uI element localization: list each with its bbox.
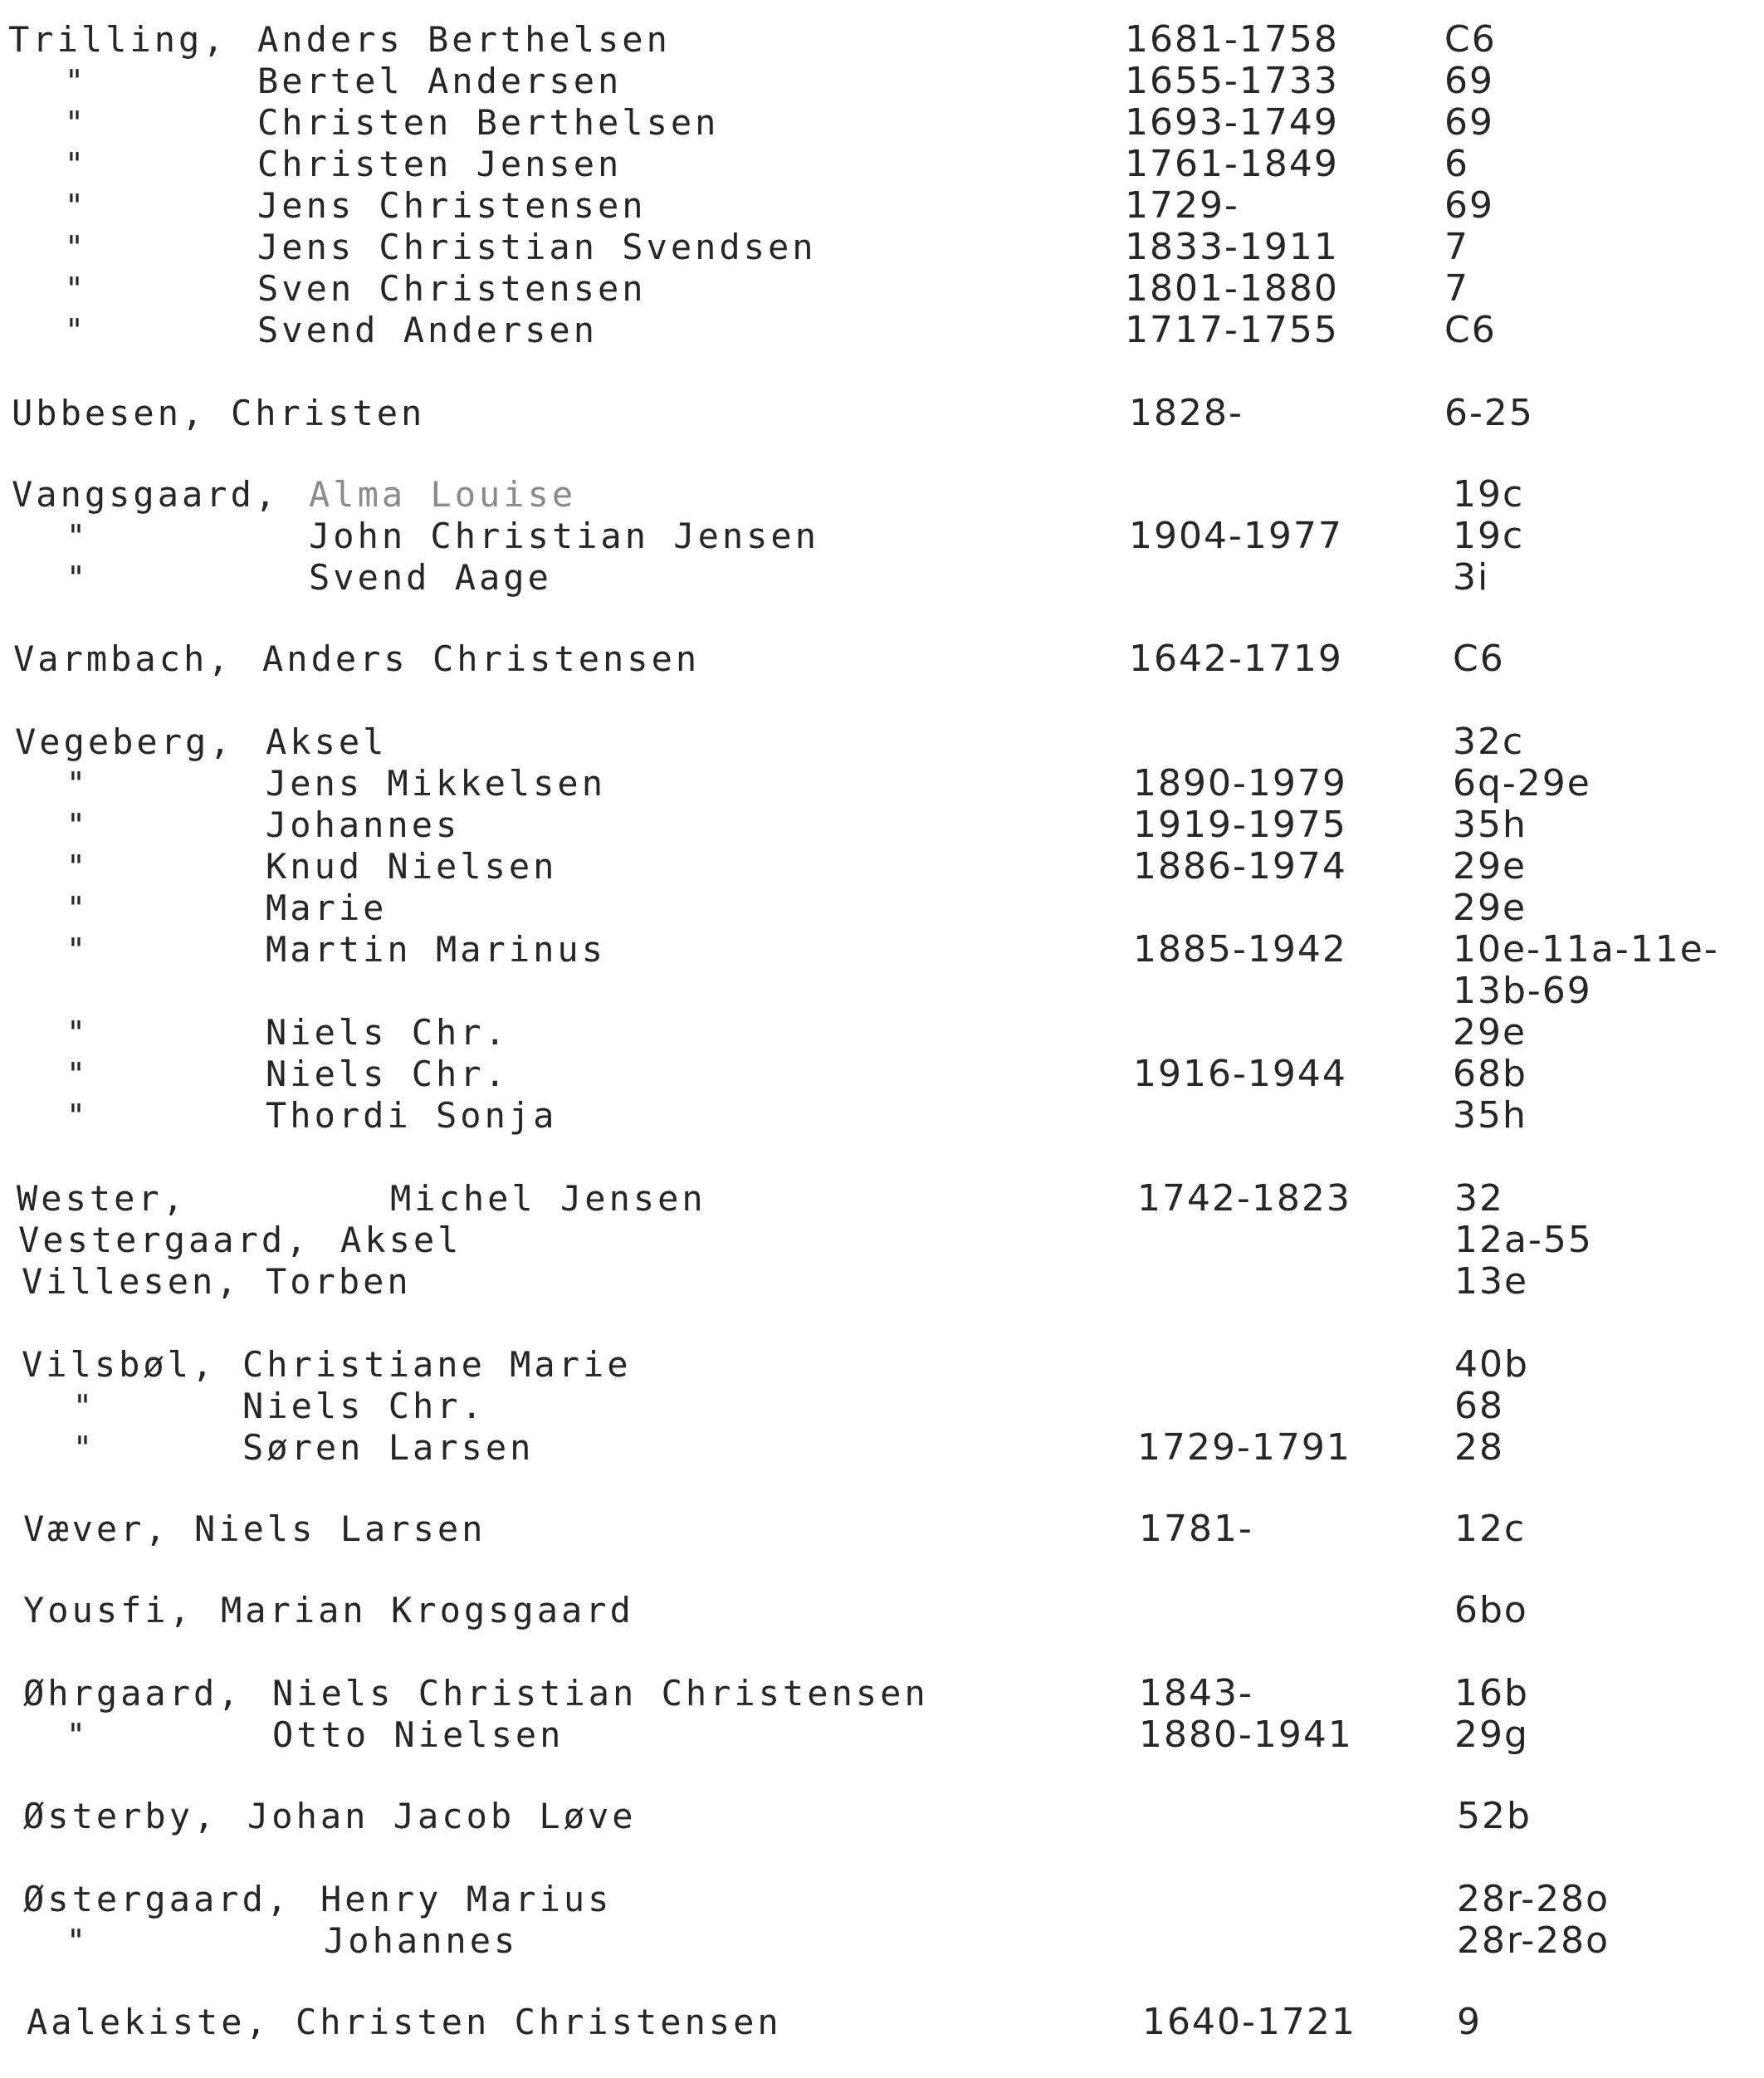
entry-given-names: Niels Chr. — [266, 1012, 509, 1053]
ditto-mark: " — [66, 807, 89, 843]
entry-reference: 52b — [1457, 1795, 1532, 1837]
index-entry — [0, 970, 1764, 1013]
entry-reference: 7 — [1444, 267, 1469, 310]
entry-reference: 29g — [1454, 1714, 1529, 1756]
index-entry — [0, 1011, 1764, 1054]
entry-reference: 69 — [1444, 184, 1494, 227]
entry-surname: Vestergaard, — [18, 1220, 310, 1260]
ditto-mark: " — [73, 1388, 95, 1425]
entry-surname: Varmbach, — [13, 638, 232, 679]
index-entry — [0, 1589, 1764, 1632]
entry-reference: 13e — [1454, 1260, 1529, 1303]
ditto-mark: " — [65, 188, 87, 224]
index-entry — [0, 556, 1764, 599]
entry-given-names: Niels Chr. — [266, 1054, 509, 1094]
index-entry — [0, 1672, 1764, 1715]
entry-years: 1880-1941 — [1139, 1714, 1353, 1756]
entry-surname: Trilling, — [8, 19, 227, 60]
index-entry — [0, 1878, 1764, 1921]
entry-reference: 3i — [1453, 556, 1490, 599]
entry-years: 1885-1942 — [1133, 928, 1347, 971]
index-entry — [0, 1426, 1764, 1469]
entry-years: 1642-1719 — [1129, 638, 1343, 680]
entry-years: 1828- — [1129, 392, 1244, 434]
entry-reference: 68 — [1454, 1385, 1504, 1427]
entry-years: 1890-1979 — [1133, 762, 1347, 804]
index-entry — [0, 1219, 1764, 1262]
entry-reference: 7 — [1444, 226, 1469, 268]
index-entry — [0, 515, 1764, 558]
index-entry — [0, 309, 1764, 352]
entry-reference: 69 — [1444, 60, 1494, 102]
ditto-mark: " — [65, 312, 87, 349]
ditto-mark: " — [66, 1098, 89, 1134]
ditto-mark: " — [66, 1015, 89, 1051]
entry-surname: Ubbesen, — [12, 393, 207, 433]
entry-surname: Aalekiste, — [27, 2002, 270, 2042]
index-entry — [0, 845, 1764, 888]
entry-reference: 29e — [1453, 845, 1527, 887]
entry-years: 1655-1733 — [1125, 60, 1339, 102]
entry-years: 1781- — [1139, 1508, 1253, 1550]
index-entry — [0, 392, 1764, 435]
entry-given-names: Henry Marius — [320, 1879, 613, 1919]
entry-reference: 68b — [1453, 1053, 1527, 1095]
entry-surname: Øhrgaard, — [23, 1673, 242, 1714]
index-entry — [0, 638, 1764, 681]
entry-reference: 19c — [1453, 515, 1525, 557]
entry-given-names: Christen Jensen — [257, 144, 623, 184]
index-entry — [0, 1053, 1764, 1096]
entry-surname: Østerby, — [23, 1796, 218, 1836]
entry-reference: 29e — [1453, 887, 1527, 929]
entry-reference: C6 — [1444, 18, 1497, 61]
entry-given-names: Svend Aage — [309, 557, 552, 598]
index-entry — [0, 2001, 1764, 2044]
entry-given-names: Alma Louise — [309, 474, 577, 515]
index-entry — [0, 18, 1764, 61]
index-entry — [0, 1385, 1764, 1428]
entry-given-names: Svend Andersen — [257, 310, 599, 350]
entry-given-names: Sven Christensen — [257, 268, 647, 309]
ditto-mark: " — [65, 146, 87, 183]
entry-given-names: Martin Marinus — [266, 929, 607, 970]
index-entry — [0, 226, 1764, 269]
ditto-mark: " — [73, 1430, 95, 1466]
entry-reference: 40b — [1454, 1343, 1529, 1386]
entry-given-names: Michel Jensen — [390, 1178, 706, 1219]
index-entry — [0, 1795, 1764, 1838]
entry-years: 1843- — [1139, 1672, 1253, 1714]
entry-surname: Villesen, — [22, 1261, 241, 1302]
entry-given-names: Knud Nielsen — [266, 846, 558, 887]
index-entry — [0, 928, 1764, 971]
entry-given-names: Christiane Marie — [242, 1344, 632, 1385]
entry-reference: 9 — [1457, 2001, 1482, 2043]
index-entry — [0, 887, 1764, 930]
ditto-mark: " — [66, 560, 89, 596]
entry-given-names: John Christian Jensen — [309, 516, 820, 556]
entry-given-names: Johan Jacob Løve — [247, 1796, 637, 1836]
index-entry — [0, 143, 1764, 186]
entry-years: 1717-1755 — [1125, 309, 1339, 351]
entry-years: 1801-1880 — [1125, 267, 1339, 310]
entry-years: 1916-1944 — [1133, 1053, 1347, 1095]
ditto-mark: " — [65, 229, 87, 266]
entry-reference: C6 — [1453, 638, 1505, 680]
entry-given-names: Christen — [231, 393, 426, 433]
entry-given-names: Niels Larsen — [194, 1508, 486, 1549]
ditto-mark: " — [65, 271, 87, 307]
entry-given-names: Christen Berthelsen — [257, 102, 720, 143]
index-entry — [0, 1714, 1764, 1757]
index-entry — [0, 101, 1764, 144]
index-entry — [0, 267, 1764, 310]
entry-given-names: Johannes — [266, 804, 461, 845]
entry-surname: Vangsgaard, — [12, 474, 280, 515]
entry-reference: 16b — [1454, 1672, 1529, 1714]
entry-years: 1886-1974 — [1133, 845, 1347, 887]
entry-given-names: Jens Mikkelsen — [266, 763, 607, 804]
entry-reference: C6 — [1444, 309, 1497, 351]
entry-given-names: Jens Christensen — [257, 185, 647, 226]
entry-years: 1919-1975 — [1133, 804, 1347, 846]
entry-given-names: Marie — [266, 887, 388, 928]
entry-years: 1729-1791 — [1137, 1426, 1351, 1469]
entry-surname: Wester, — [17, 1178, 188, 1219]
entry-given-names: Niels Christian Christensen — [272, 1673, 929, 1714]
entry-years: 1742-1823 — [1137, 1177, 1351, 1220]
entry-given-names: Marian Krogsgaard — [221, 1590, 634, 1631]
entry-reference: 10e-11a-11e- — [1453, 928, 1719, 971]
entry-given-names: Anders Christensen — [262, 638, 701, 679]
entry-given-names: Bertel Andersen — [257, 61, 623, 101]
entry-given-names: Thordi Sonja — [266, 1095, 558, 1136]
entry-given-names: Aksel — [266, 721, 388, 762]
entry-given-names: Niels Chr. — [242, 1386, 486, 1426]
entry-reference: 32 — [1454, 1177, 1504, 1220]
index-entry — [0, 1343, 1764, 1386]
index-entry — [0, 184, 1764, 227]
entry-surname: Vilsbøl, — [22, 1344, 217, 1385]
entry-given-names: Jens Christian Svendsen — [257, 227, 817, 267]
ditto-mark: " — [66, 1056, 89, 1093]
entry-reference: 12c — [1454, 1508, 1527, 1550]
index-entry — [0, 762, 1764, 805]
entry-surname: Væver, — [23, 1508, 169, 1549]
ditto-mark: " — [66, 1717, 89, 1753]
entry-reference: 6q-29e — [1453, 762, 1591, 804]
index-entry — [0, 1919, 1764, 1963]
index-entry — [0, 60, 1764, 103]
entry-years: 1729- — [1125, 184, 1239, 227]
entry-years: 1693-1749 — [1125, 101, 1339, 144]
index-entry — [0, 1260, 1764, 1303]
entry-reference: 19c — [1453, 473, 1525, 516]
entry-reference: 35h — [1453, 1094, 1527, 1137]
entry-reference: 28r-28o — [1457, 1878, 1610, 1920]
ditto-mark: " — [66, 931, 89, 968]
entry-years: 1833-1911 — [1125, 226, 1339, 268]
entry-reference: 29e — [1453, 1011, 1527, 1054]
entry-given-names: Johannes — [324, 1920, 519, 1961]
entry-years: 1904-1977 — [1129, 515, 1343, 557]
entry-surname: Østergaard, — [23, 1879, 291, 1919]
entry-reference: 32c — [1453, 721, 1525, 763]
entry-reference: 35h — [1453, 804, 1527, 846]
entry-reference: 28r-28o — [1457, 1919, 1610, 1962]
index-entry — [0, 1094, 1764, 1137]
entry-years: 1681-1758 — [1125, 18, 1339, 61]
entry-reference: 13b-69 — [1453, 970, 1592, 1012]
ditto-mark: " — [65, 63, 87, 100]
index-entry — [0, 804, 1764, 847]
entry-reference: 6 — [1444, 143, 1469, 185]
entry-reference: 12a-55 — [1454, 1219, 1593, 1261]
entry-years: 1761-1849 — [1125, 143, 1339, 185]
ditto-mark: " — [66, 518, 89, 555]
ditto-mark: " — [65, 105, 87, 141]
entry-years: 1640-1721 — [1142, 2001, 1356, 2043]
entry-given-names: Anders Berthelsen — [257, 19, 671, 60]
index-entry — [0, 721, 1764, 764]
entry-reference: 6-25 — [1444, 392, 1534, 434]
index-entry — [0, 473, 1764, 516]
index-entry — [0, 1177, 1764, 1220]
entry-surname: Vegeberg, — [15, 721, 234, 762]
entry-reference: 69 — [1444, 101, 1494, 144]
ditto-mark: " — [66, 890, 89, 927]
entry-surname: Yousfi, — [23, 1590, 194, 1631]
ditto-mark: " — [66, 765, 89, 802]
entry-reference: 6bo — [1454, 1589, 1528, 1631]
entry-reference: 28 — [1454, 1426, 1504, 1469]
ditto-mark: " — [66, 1923, 89, 1959]
entry-given-names: Aksel — [340, 1220, 462, 1260]
index-entry — [0, 1508, 1764, 1551]
entry-given-names: Søren Larsen — [242, 1427, 535, 1468]
entry-given-names: Christen Christensen — [296, 2002, 782, 2042]
entry-given-names: Otto Nielsen — [272, 1714, 564, 1755]
ditto-mark: " — [66, 848, 89, 885]
entry-given-names: Torben — [266, 1261, 412, 1302]
